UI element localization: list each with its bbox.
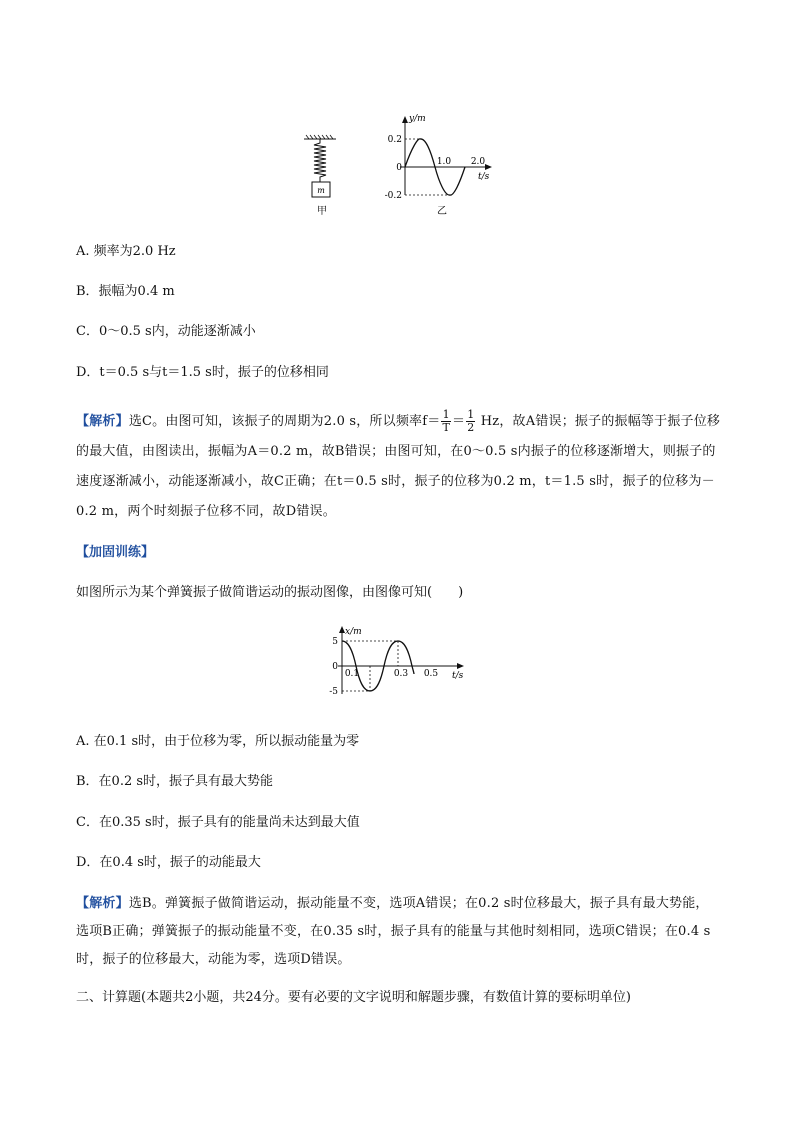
analysis-text-1: 选C。由图可知，该振子的周期为2.0 s，所以频率f＝ bbox=[128, 414, 441, 429]
tick-bottom: -5 bbox=[329, 687, 338, 697]
jiagu-stem: 如图所示为某个弹簧振子做简谐运动的振动图像，由图像可知( ) bbox=[76, 585, 464, 600]
analysis-text: 选B。弹簧振子做简谐运动，振动能量不变，选项A错误；在0.2 s时位移最大，振子具有最大势能，选项B正确；弹簧振子的振动能量不变，在0.35 s时，振子具有的能量与其他时刻相同，选项C错误；在0.4 s时，振子的位移最大，动能为零，选项D错误。 bbox=[76, 896, 711, 967]
label-jia: 甲 bbox=[317, 206, 327, 217]
q2-option-c: C．在0.35 s时，振子具有的能量尚未达到最大值 bbox=[76, 815, 360, 830]
analysis-text-2: Hz，故A错误；振子的振幅等于振子位移的最大值，由图读出，振幅为A＝0.2 m，故B错误；由图可知，在0～0.5 s内振子的位移逐渐增大，则振子的速度逐渐减小，动能逐渐减小，故C正确；在t＝0.5 s时，振子的位移为0.2 m，t＝1.5 s时，振子的位移为－0.2 m，两个时刻振子位移不同，故D错误。 bbox=[76, 414, 721, 519]
tick-01: 0.1 bbox=[344, 669, 360, 679]
section-heading: 二、计算题(本题共2小题，共24分。要有必要的文字说明和解题步骤，有数值计算的要标明单位) bbox=[76, 990, 631, 1005]
figure-1 bbox=[300, 112, 500, 222]
label-yi: 乙 bbox=[437, 206, 447, 217]
analysis-tag: 【解析】 bbox=[76, 414, 129, 429]
q1-analysis: 【解析】选C。由图可知，该振子的周期为2.0 s，所以频率f＝ $\frac{1}{T}$ ＝ $\frac{1}{2}$ Hz，故A错误；振子的振幅等于振子位移的最大值，由图读出，振幅为A＝0.2 m，故B错误；由图可知，在0～0.5 s内振子的位移逐渐增大，则振子的速度逐渐减小，动能逐渐减小，故C正确；在t＝0.5 s时，振子的位移为0.2 m，t＝1.5 s时，振子的位移为－0.2 m，两个时刻振子位移不同，故D错误。 bbox=[76, 408, 721, 519]
tick-top: 5 bbox=[332, 637, 338, 647]
tick-05: 0.5 bbox=[423, 669, 439, 679]
q2-analysis bbox=[76, 890, 721, 974]
q1-option-b: B．振幅为0.4 m bbox=[76, 284, 175, 299]
q1-option-d: D．t＝0.5 s与t＝1.5 s时，振子的位移相同 bbox=[76, 365, 329, 380]
tick-zero: 0 bbox=[332, 662, 338, 672]
analysis-tag: 【解析】 bbox=[76, 896, 129, 911]
x-axis-label: t/s bbox=[478, 172, 490, 182]
spring-ceiling bbox=[304, 135, 336, 139]
q1-option-c: C．0～0.5 s内，动能逐渐减小 bbox=[76, 324, 256, 339]
mass-label: m bbox=[317, 186, 325, 195]
q2-option-d: D．在0.4 s时，振子的动能最大 bbox=[76, 855, 261, 870]
y-axis-label: y/m bbox=[409, 114, 426, 124]
t-axis-label: t/s bbox=[452, 671, 464, 681]
figure-2 bbox=[322, 622, 472, 702]
graph-yi bbox=[385, 114, 492, 217]
tick-zero: 0 bbox=[396, 163, 402, 173]
tick-1: 1.0 bbox=[436, 157, 452, 167]
tick-bottom: -0.2 bbox=[384, 191, 402, 201]
jiagu-heading: 【加固训练】 bbox=[76, 545, 155, 560]
x-axis-label: x/m bbox=[345, 627, 362, 637]
q2-option-a: A. 在0.1 s时，由于位移为零，所以振动能量为零 bbox=[76, 734, 360, 749]
fraction-1-over-2: $\frac{1}{2}$ bbox=[467, 408, 475, 434]
fraction-1-over-t: $\frac{1}{T}$ bbox=[442, 408, 450, 434]
tick-03: 0.3 bbox=[393, 669, 409, 679]
q2-option-b: B．在0.2 s时，振子具有最大势能 bbox=[76, 774, 274, 789]
spring-coil bbox=[314, 139, 326, 182]
q1-option-a: A. 频率为2.0 Hz bbox=[76, 244, 176, 259]
tick-2: 2.0 bbox=[470, 157, 486, 167]
tick-top: 0.2 bbox=[387, 135, 402, 145]
